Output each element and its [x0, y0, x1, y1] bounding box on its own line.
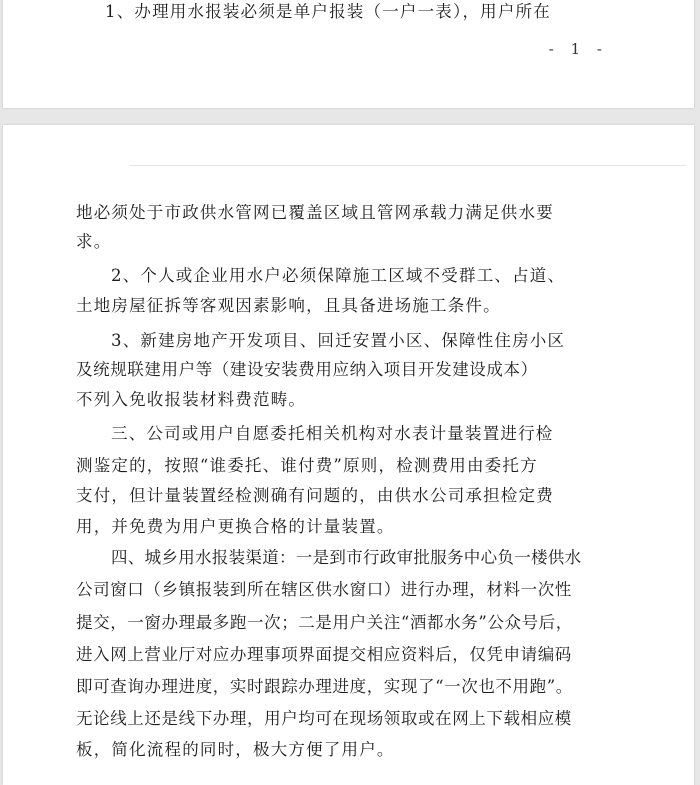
paragraph-line: 地必须处于市政供水管网已覆盖区域且管网承载力满足供水要 — [76, 203, 554, 222]
paragraph-line: 四、城乡用水报装渠道：一是到市行政审批服务中心负一楼供水 — [111, 548, 582, 567]
paragraph-line: 用，并免费为用户更换合格的计量装置。 — [76, 517, 395, 536]
paragraph-line: 公司窗口（乡镇报装到所在辖区供水窗口）进行办理，材料一次性 — [76, 580, 572, 599]
paragraph-line: 即可查询办理进度，实时跟踪办理进度，实现了“一次也不用跑”。 — [76, 677, 573, 696]
paragraph-line: 土地房屋征拆等客观因素影响，且具备进场施工条件。 — [76, 296, 501, 315]
paragraph-line: 不列入免收报装材料费范畴。 — [76, 390, 307, 409]
paragraph-line: 求。 — [76, 232, 112, 251]
paragraph-line: 2、个人或企业用水户必须保障施工区域不受群工、占道、 — [111, 266, 566, 285]
paragraph-line: 支付，但计量装置经检测确有问题的，由供水公司承担检定费 — [76, 486, 554, 505]
document-page-1 — [3, 0, 694, 108]
page-number: - 1 - — [548, 40, 608, 58]
paragraph-line: 测鉴定的，按照“谁委托、谁付费”原则，检测费用由委托方 — [76, 456, 538, 475]
paragraph-line: 提交，一窗办理最多跑一次；二是用户关注“酒都水务”公众号后， — [76, 613, 573, 632]
document-page-2 — [3, 125, 694, 785]
paragraph-line: 1、办理用水报装必须是单户报装（一户一表），用户所在 — [105, 2, 551, 21]
paragraph-line: 进入网上营业厅对应办理事项界面提交相应资料后，仅凭申请编码 — [76, 645, 572, 664]
header-divider — [129, 165, 686, 166]
paragraph-line: 板，简化流程的同时，极大方便了用户。 — [76, 740, 395, 759]
paragraph-line: 及统规联建用户等（建设安装费用应纳入项目开发建设成本） — [76, 360, 538, 379]
paragraph-line: 三、公司或用户自愿委托相关机构对水表计量装置进行检 — [111, 424, 554, 443]
paragraph-line: 3、新建房地产开发项目、回迁安置小区、保障性住房小区 — [111, 331, 566, 350]
paragraph-line: 无论线上还是线下办理，用户均可在现场领取或在网上下载相应模 — [76, 709, 572, 728]
